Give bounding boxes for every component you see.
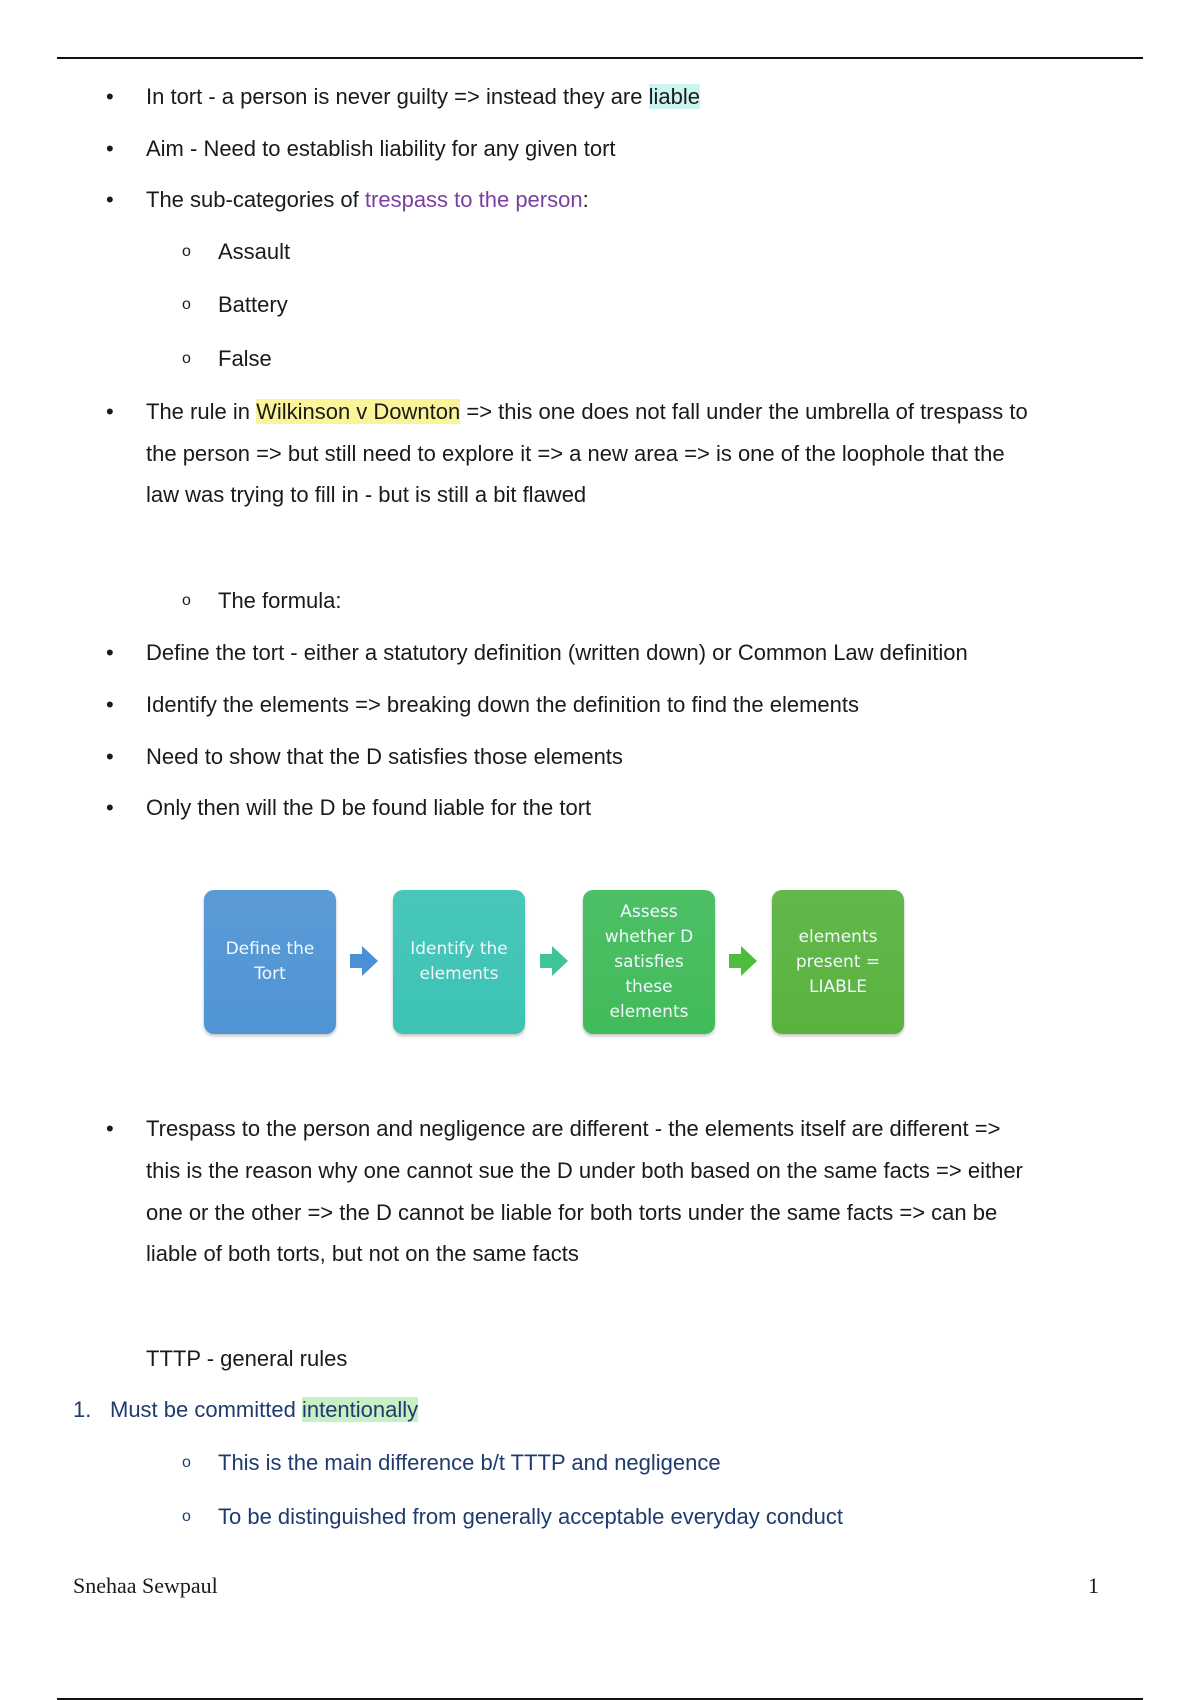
bullet-marker: •	[106, 692, 114, 717]
difference-line-3: one or the other => the D cannot be liable for both torts under the same facts => can be	[146, 1200, 998, 1225]
bullet-subcategories: The sub-categories of trespass to the person:	[146, 187, 589, 212]
highlight-wilkinson: Wilkinson v Downton	[256, 399, 461, 424]
difference-line-4: liable of both torts, but not on the same facts	[146, 1241, 579, 1266]
footer-author: Snehaa Sewpaul	[73, 1573, 218, 1598]
highlight-intentionally: intentionally	[301, 1397, 419, 1422]
bullet-marker: •	[106, 187, 114, 212]
wilkinson-line-2: the person => but still need to explore it => a new area => is one of the loophole that the	[146, 441, 1005, 466]
header-rule	[57, 57, 1143, 59]
formula-step-liable: Only then will the D be found liable for the tort	[146, 795, 592, 820]
difference-line-2: this is the reason why one cannot sue the D under both based on the same facts => either	[146, 1158, 1023, 1183]
sub-item-assault: Assault	[218, 239, 291, 264]
formula-step-identify: Identify the elements => breaking down the definition to find the elements	[146, 692, 860, 717]
tttp-heading: TTTP - general rules	[146, 1346, 348, 1371]
difference-line-1: Trespass to the person and negligence are different - the elements itself are different =>	[146, 1116, 1001, 1141]
sub-bullet-marker: o	[182, 350, 191, 367]
sub-bullet-marker: o	[182, 592, 191, 609]
formula-step-satisfy: Need to show that the D satisfies those elements	[146, 744, 623, 769]
rule-sub-difference: This is the main difference b/t TTTP and negligence	[218, 1450, 721, 1475]
sub-item-false: False	[218, 346, 272, 371]
sub-item-battery: Battery	[218, 292, 288, 317]
wilkinson-line-3: law was trying to fill in - but is still a bit flawed	[146, 482, 587, 507]
process-step-identify: Identify the elements	[393, 890, 525, 1034]
sub-bullet-marker: o	[182, 1508, 191, 1525]
rule-number: 1.	[73, 1397, 92, 1422]
bullet-liable: In tort - a person is never guilty => instead they are liable	[146, 84, 700, 109]
rule-sub-distinguished: To be distinguished from generally acceptable everyday conduct	[218, 1504, 843, 1529]
formula-label: The formula:	[218, 588, 342, 613]
bullet-marker: •	[106, 640, 114, 665]
process-step-assess: Assess whether D satisfies these elements	[583, 890, 715, 1034]
bullet-marker: •	[106, 136, 114, 161]
highlight-liable: liable	[648, 84, 700, 109]
bullet-marker: •	[106, 795, 114, 820]
rule-intentionally: Must be committed intentionally	[110, 1397, 419, 1422]
sub-bullet-marker: o	[182, 243, 191, 260]
bullet-marker: •	[106, 84, 114, 109]
trespass-to-person-text: trespass to the person	[364, 187, 583, 212]
formula-step-define: Define the tort - either a statutory definition (written down) or Common Law definition	[146, 640, 968, 665]
process-step-liable: elements present = LIABLE	[772, 890, 904, 1034]
page-number: 1	[1088, 1573, 1099, 1598]
bullet-marker: •	[106, 744, 114, 769]
bullet-wilkinson: The rule in Wilkinson v Downton => this one does not fall under the umbrella of trespass to	[146, 399, 1028, 424]
bullet-aim: Aim - Need to establish liability for any given tort	[146, 136, 616, 161]
sub-bullet-marker: o	[182, 296, 191, 313]
sub-bullet-marker: o	[182, 1454, 191, 1471]
bullet-marker: •	[106, 399, 114, 424]
process-step-define: Define the Tort	[204, 890, 336, 1034]
bullet-marker: •	[106, 1116, 114, 1141]
